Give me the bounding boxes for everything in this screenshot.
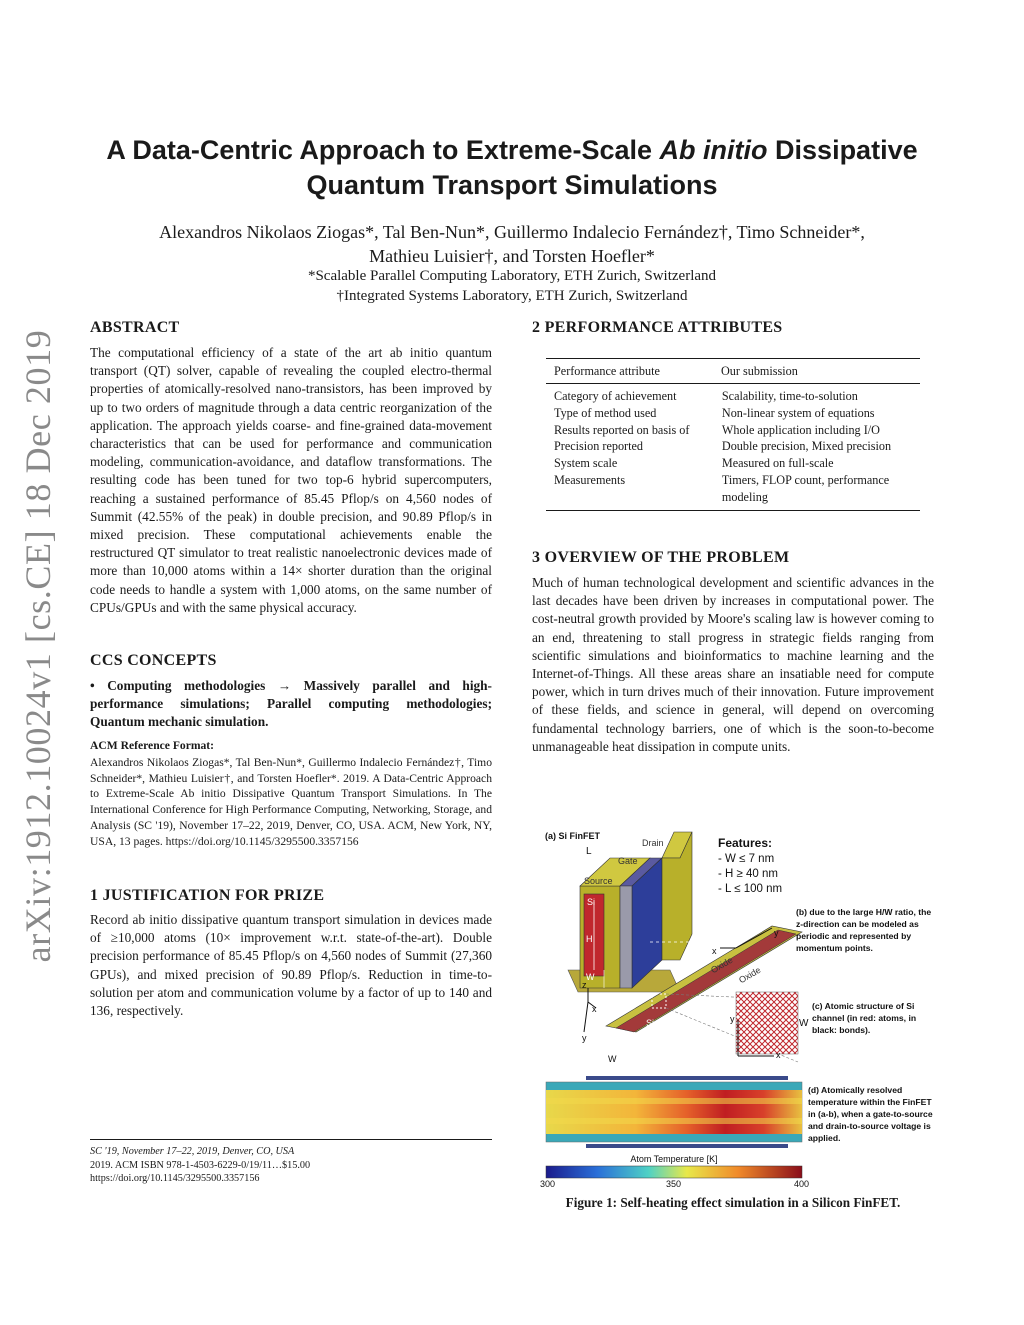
feature-item: - H ≥ 40 nm bbox=[718, 868, 778, 880]
footnote bbox=[90, 1145, 492, 1186]
footnote-doi: https://doi.org/10.1145/3295500.3357156 bbox=[90, 1173, 260, 1185]
table-bottom-rule bbox=[546, 510, 920, 511]
label-y-a: y bbox=[582, 1033, 587, 1043]
table-cell-attribute: Category of achievement bbox=[554, 389, 677, 403]
authors-line-2: Mathieu Luisier†, and Torsten Hoefler* bbox=[369, 246, 655, 266]
acm-ref-heading: ACM Reference Format: bbox=[90, 739, 215, 752]
features-title: Features: bbox=[718, 836, 773, 850]
table-top-rule bbox=[546, 358, 920, 359]
ccs-concepts: • Computing methodologies → Massively parallel and high-performance simulations; Parallel computing methodologies; Quantum mechanic simulation. bbox=[90, 678, 492, 730]
colorbar-tick-400: 400 bbox=[794, 1179, 810, 1189]
label-b: (b) due to the large H/W ratio, the z-direction can be modeled as periodic and represented by momentum points. bbox=[796, 907, 932, 953]
label-x-c: x bbox=[776, 1050, 781, 1060]
arxiv-identifier: arXiv:1912.10024v1 [cs.CE] 18 Dec 2019 bbox=[18, 329, 58, 963]
label-x-a: x bbox=[592, 1004, 597, 1014]
authors-line-1: Alexandros Nikolaos Ziogas*, Tal Ben-Nun*, Guillermo Indalecio Fernández†, Timo Schneider*, bbox=[159, 222, 865, 242]
feature-item: - W ≤ 7 nm bbox=[718, 853, 775, 865]
section-2-heading: 2 PERFORMANCE ATTRIBUTES bbox=[532, 319, 783, 336]
table-row bbox=[554, 472, 928, 506]
label-y-c: y bbox=[730, 1014, 735, 1024]
colorbar-tick-350: 350 bbox=[666, 1179, 682, 1189]
table-row bbox=[554, 405, 928, 422]
section-1-text: Record ab initio dissipative quantum transport simulation in devices made of ≥10,000 atoms (10× improvement w.r.t. state-of-the-art). Double precision performance of 85.45 Pflop/s on 4,560 nodes of Summit (27,360 GPUs), and mixed precision of 90.89 Pflop/s. Reduction in time-to-solution per atom and communication volume by a factor of up to 140 and 136, respectively. bbox=[90, 912, 492, 1019]
table-row bbox=[554, 455, 928, 472]
atomic-lattice bbox=[736, 992, 798, 1054]
label-h: H bbox=[586, 934, 593, 944]
table-row bbox=[554, 388, 928, 405]
table-row bbox=[554, 422, 928, 439]
table-header-submission: Our submission bbox=[721, 364, 798, 378]
features-list bbox=[718, 852, 782, 897]
label-w-b: W bbox=[608, 1054, 617, 1064]
gate-bar-bottom bbox=[586, 1144, 788, 1148]
heatmap-band-2 bbox=[546, 1118, 802, 1124]
table-cell-attribute: System scale bbox=[554, 456, 618, 471]
label-z: z bbox=[582, 980, 587, 990]
label-gate: Gate bbox=[618, 856, 638, 866]
figure-caption: Figure 1: Self-heating effect simulation in a Silicon FinFET. bbox=[565, 1195, 901, 1210]
section-1-heading: 1 JUSTIFICATION FOR PRIZE bbox=[90, 887, 325, 904]
label-l: L bbox=[586, 846, 592, 857]
table-header-attribute: Performance attribute bbox=[554, 364, 660, 378]
table-cell-attribute: Results reported on basis of bbox=[554, 422, 690, 437]
affiliation-2: †Integrated Systems Laboratory, ETH Zurich, Switzerland bbox=[336, 288, 688, 304]
abstract-text: The computational efficiency of a state of the art ab initio quantum transport (QT) solver, capable of revealing the coupled electro-thermal properties of atomically-resolved nano-transistors, has been improved by up to two orders of magnitude through a data centric reorganization of the application. The approach yields coarse- and fine-grained data-movement characteristics that can be used for performance and communication modeling, communication-avoidance, and dataflow transformations. The resulting code has been tuned for two top-6 hybrid supercomputers, reaching a sustained performance of 85.45 Pflop/s on 4,560 nodes of Summit (42.55% of the peak) in double precision, and 90.89 Pflop/s in mixed precision. These computational achievements enable the restructured QT simulator to treat realistic nanoelectronic devices made of more than 10,000 atoms within a 14× shorter duration than the original code needs to handle a system with 1,000 atoms, on the same number of CPUs/GPUs and with the same physical accuracy. bbox=[90, 345, 492, 615]
title-line-2: Quantum Transport Simulations bbox=[306, 170, 718, 200]
table-cell-submission: Non-linear system of equations bbox=[721, 405, 875, 420]
footnote-rule bbox=[90, 1139, 492, 1140]
label-source: Source bbox=[584, 876, 613, 886]
feature-item: - L ≤ 100 nm bbox=[718, 883, 783, 895]
table-cell-attribute: Measurements bbox=[554, 472, 626, 487]
label-si-b: Si bbox=[646, 1018, 655, 1028]
heatmap bbox=[546, 1090, 802, 1134]
table-cell-submission: Scalability, time-to-solution bbox=[721, 389, 858, 403]
footnote-isbn: 2019. ACM ISBN 978-1-4503-6229-0/19/11…$15.00 bbox=[90, 1159, 311, 1171]
label-oxide-1: Oxide bbox=[709, 954, 735, 976]
label-a: (a) Si FinFET bbox=[545, 831, 600, 841]
table-cell-attribute: Type of method used bbox=[554, 405, 657, 420]
abstract-heading: ABSTRACT bbox=[90, 319, 180, 336]
title-part-b: Dissipative bbox=[767, 135, 918, 165]
table-mid-rule bbox=[546, 383, 920, 384]
colorbar-title: Atom Temperature [K] bbox=[630, 1154, 718, 1164]
paper-title bbox=[80, 133, 944, 203]
table-cell-submission: Timers, FLOP count, performance modeling bbox=[721, 472, 890, 504]
label-c: (c) Atomic structure of Si channel (in red: atoms, in black: bonds). bbox=[812, 1001, 917, 1035]
table-row bbox=[554, 438, 928, 455]
label-x-b: x bbox=[712, 946, 717, 956]
section-3-heading: 3 OVERVIEW OF THE PROBLEM bbox=[532, 549, 790, 566]
label-d: (d) Atomically resolved temperature within the FinFET in (a-b), when a gate-to-source and drain-to-source voltage is applied. bbox=[808, 1085, 933, 1143]
label-y-b: y bbox=[774, 928, 779, 938]
colorbar bbox=[546, 1166, 802, 1178]
gate-bar-top bbox=[586, 1076, 788, 1080]
table-cell-submission: Whole application including I/O bbox=[721, 422, 880, 437]
label-oxide-2: Oxide bbox=[737, 964, 763, 986]
colorbar-tick-300: 300 bbox=[540, 1179, 556, 1189]
author-list bbox=[80, 220, 944, 268]
performance-table bbox=[554, 388, 928, 506]
title-italic: Ab initio bbox=[659, 135, 768, 165]
acm-ref-text: Alexandros Nikolaos Ziogas*, Tal Ben-Nun*, Guillermo Indalecio Fernández†, Timo Schneider*, Mathieu Luisier†, and Torsten Hoefler*. 2019. A Data-Centric Approach to Extreme-Scale Ab initio Dissipative Quantum Transport Simulations. In The International Conference for High Performance Computing, Networking, Storage, and Analysis (SC '19), November 17–22, 2019, Denver, CO, USA. ACM, New York, NY, USA, 13 pages. https://doi.org/10.1145/3295500.3357156 bbox=[90, 756, 492, 848]
title-part-a: A Data-Centric Approach to Extreme-Scale bbox=[106, 135, 660, 165]
affiliations bbox=[80, 266, 944, 306]
affiliation-1: *Scalable Parallel Computing Laboratory, ETH Zurich, Switzerland bbox=[307, 268, 717, 284]
footnote-conference: SC '19, November 17–22, 2019, Denver, CO, USA bbox=[90, 1146, 295, 1157]
label-si: Si bbox=[587, 897, 596, 907]
heatmap-band-1 bbox=[546, 1098, 802, 1104]
ccs-heading: CCS CONCEPTS bbox=[90, 652, 217, 669]
figure-1 bbox=[540, 822, 940, 1192]
table-cell-submission: Double precision, Mixed precision bbox=[721, 439, 892, 454]
table-cell-attribute: Precision reported bbox=[554, 439, 644, 454]
section-3-text: Much of human technological development and scientific advances in the last decades have been driven by increases in computational power. The cost-neutral growth provided by Moore's scaling law is however coming to an end, threatening to stall progress in strategic fields ranging from scientific simulations and bioinformatics to machine learning and the Internet-of-Things. All these areas share an insatiable need for compute power, which in turn drives much of their innovation. Future improvement of these fields, and science in general, will depend on overcoming fundamental technology barriers, one of which is the soon-to-become unmanageable heat dissipation in compute units. bbox=[532, 575, 934, 754]
label-w-c: W bbox=[799, 1018, 809, 1029]
label-w: W bbox=[586, 972, 595, 982]
table-cell-submission: Measured on full-scale bbox=[721, 456, 834, 471]
gate-face bbox=[620, 886, 632, 988]
label-drain: Drain bbox=[642, 838, 664, 848]
y-axis-a bbox=[584, 1002, 588, 1032]
